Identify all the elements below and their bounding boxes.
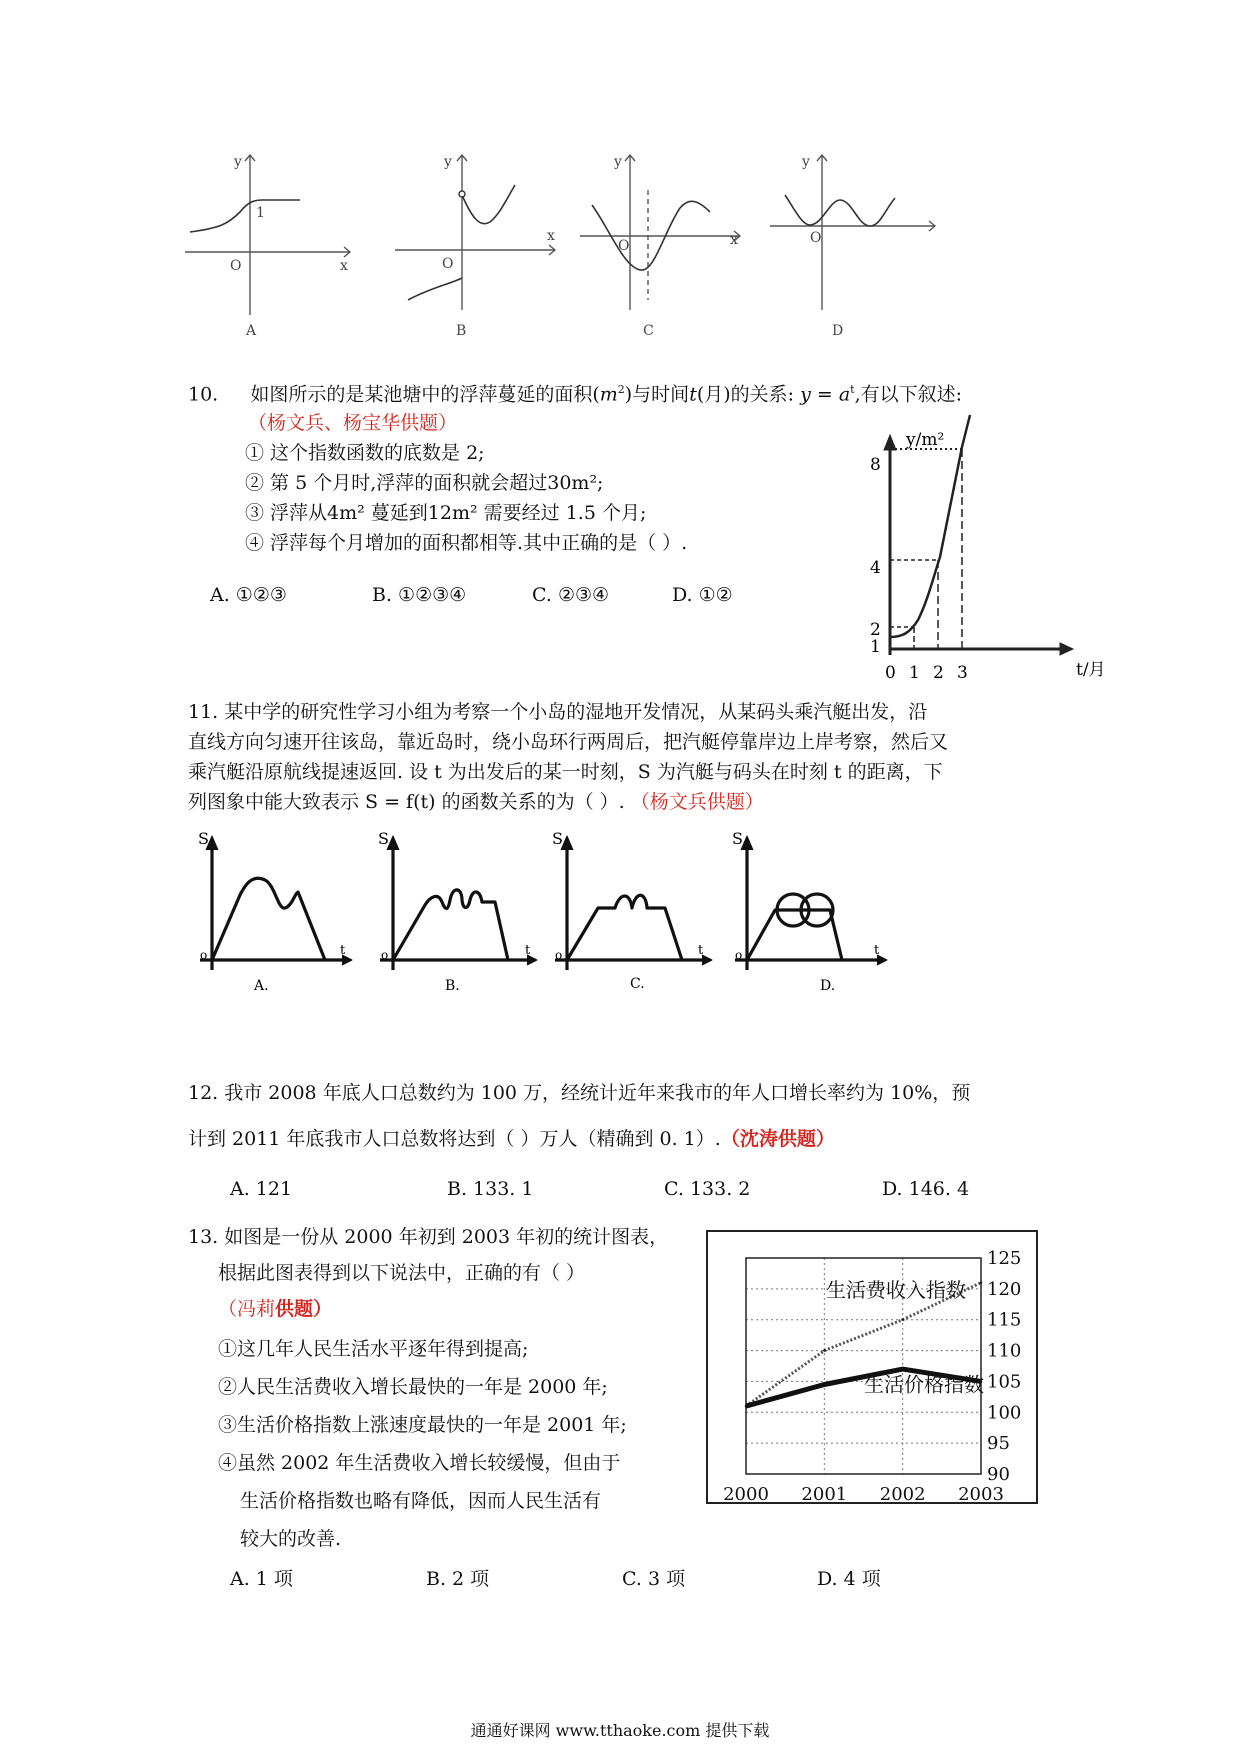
- q13-statement-3: ③生活价格指数上涨速度最快的一年是 2001 年;: [218, 1414, 627, 1436]
- q13-option-b: B. 2 项: [426, 1568, 490, 1590]
- q13-option-c: C. 3 项: [622, 1568, 686, 1590]
- q9-c-origin: O: [618, 238, 630, 254]
- q11-b-o: o: [381, 948, 389, 962]
- q9-a-origin: O: [230, 258, 242, 274]
- chart-series-label: 生活价格指数: [864, 1372, 984, 1397]
- q11-line-3: 乘汽艇沿原航线提速返回. 设 t 为出发后的某一时刻，S 为汽艇与码头在时刻 t 的距离，下: [188, 761, 943, 783]
- q11-line-1: 11. 某中学的研究性学习小组为考察一个小岛的湿地开发情况，从某码头乘汽艇出发，沿: [188, 701, 928, 723]
- q12-line-2-text: 计到 2011 年底我市人口总数将达到（ ）万人（精确到 0. 1）.: [188, 1128, 721, 1150]
- q10-stem-a: 如图所示的是某池塘中的浮萍蔓延的面积(: [250, 383, 600, 406]
- q10-var-t: t: [689, 383, 697, 406]
- q12-line-1: 12. 我市 2008 年底人口总数约为 100 万，经统计近年来我市的年人口增长率约为 10%，预: [188, 1082, 971, 1104]
- chart-y-tick-label: 125: [987, 1248, 1022, 1269]
- q11-a-t: t: [340, 943, 346, 958]
- q11-b-s: S: [378, 830, 389, 848]
- chart-y-tick-label: 105: [987, 1371, 1022, 1393]
- q9-a-y: y: [234, 154, 242, 170]
- q11-label-c: C.: [630, 976, 645, 992]
- chart-y-tick-label: 115: [987, 1309, 1022, 1331]
- q11-graph-a: [200, 836, 352, 970]
- q13-chart: [706, 1230, 1038, 1504]
- chart-y-tick-label: 90: [987, 1464, 1010, 1485]
- q10-contributors: （杨文兵、杨宝华供题）: [248, 412, 458, 434]
- q10-graph: [860, 405, 1120, 690]
- q9-label-a: A: [246, 323, 257, 339]
- q10-option-a: A. ①②③: [210, 584, 287, 606]
- q13-statement-2: ②人民生活费收入增长最快的一年是 2000 年;: [218, 1376, 608, 1398]
- q10-graph-y-label: y/m²: [906, 430, 945, 450]
- chart-x-tick-label: 2001: [801, 1484, 848, 1504]
- q10-formula: y = a: [800, 383, 851, 406]
- q10-tick-2: 2: [870, 620, 881, 640]
- q10-option-b: B. ①②③④: [372, 584, 467, 606]
- chart-x-tick-label: 2003: [958, 1484, 1004, 1504]
- q11-graphs: [190, 830, 950, 1000]
- q11-a-o: o: [200, 948, 208, 962]
- q9-graph-b: [395, 155, 555, 310]
- q10-tick-8: 8: [870, 455, 881, 475]
- q12-option-a: A. 121: [230, 1178, 293, 1200]
- q11-d-s: S: [732, 830, 743, 848]
- q9-label-c: C: [643, 323, 654, 339]
- q10-unit: m: [599, 383, 618, 406]
- chart-point: [745, 1405, 747, 1407]
- q13-statement-4: ④虽然 2002 年生活费收入增长较缓慢，但由于: [218, 1452, 621, 1474]
- q11-last-line: 列图象中能大致表示 S = f(t) 的函数关系的为（ ）.: [188, 791, 625, 813]
- q9-graph-a: [185, 155, 350, 315]
- chart-x-tick-label: 2002: [879, 1484, 926, 1504]
- q13-line-1: 13. 如图是一份从 2000 年初到 2003 年初的统计图表，: [188, 1226, 669, 1248]
- q11-c-s: S: [552, 830, 563, 848]
- q9-a-x: x: [340, 258, 348, 274]
- q10-xtick-2: 2: [933, 663, 944, 683]
- q9-a-one: 1: [256, 205, 265, 221]
- page-footer: 通通好课网 www.tthaoke.com 提供下载: [470, 1721, 770, 1740]
- q9-b-y: y: [444, 154, 452, 170]
- q11-d-t: t: [874, 943, 880, 958]
- q13-option-a: A. 1 项: [230, 1568, 293, 1590]
- q10-stem-b: )与时间: [624, 383, 690, 406]
- chart-point: [901, 1368, 903, 1370]
- q9-graphs: [180, 150, 950, 340]
- q11-b-t: t: [525, 943, 531, 958]
- q10-statement-4: ④ 浮萍每个月增加的面积都相等.其中正确的是（ ）.: [245, 532, 688, 554]
- q10-graph-x-label: t/月: [1076, 660, 1106, 680]
- chart-point: [823, 1349, 825, 1351]
- q13-option-d: D. 4 项: [817, 1568, 881, 1590]
- q13-statement-4-cont: 生活价格指数也略有降低，因而人民生活有: [240, 1490, 602, 1512]
- q10-statement-2: ② 第 5 个月时,浮萍的面积就会超过30m²;: [245, 472, 604, 494]
- chart-y-tick-label: 95: [987, 1433, 1010, 1455]
- q10-stem-c: (月)的关系:: [696, 383, 795, 406]
- q9-b-origin: O: [442, 256, 454, 272]
- chart-y-tick-label: 110: [987, 1340, 1022, 1362]
- q9-d-origin: O: [810, 230, 822, 246]
- q10-option-d: D. ①②: [672, 584, 733, 606]
- q12-contributor: （沈涛供题）: [720, 1128, 835, 1150]
- q11-a-s: S: [198, 830, 209, 848]
- chart-y-tick-label: 120: [987, 1278, 1022, 1300]
- q10-stem: [188, 384, 962, 404]
- q11-c-o: o: [555, 948, 563, 962]
- q11-label-b: B.: [445, 978, 460, 994]
- q9-c-x: x: [730, 232, 738, 248]
- q11-c-t: t: [698, 943, 704, 958]
- q12-option-d: D. 146. 4: [882, 1178, 970, 1200]
- q10-number: 10.: [188, 383, 219, 406]
- q9-graph-c: [580, 155, 740, 310]
- q9-d-y: y: [802, 154, 810, 170]
- q11-line-4: [188, 793, 764, 812]
- q13-contributor-b: 供题）: [275, 1298, 333, 1320]
- chart-y-tick-label: 100: [987, 1402, 1022, 1424]
- q9-graph-d: [770, 155, 935, 310]
- q11-label-d: D.: [820, 978, 836, 994]
- q10-formula-sup: t: [850, 383, 855, 396]
- q9-label-d: D: [832, 323, 844, 339]
- q12-option-c: C. 133. 2: [664, 1178, 751, 1200]
- chart-point: [823, 1383, 825, 1385]
- chart-point: [901, 1319, 903, 1321]
- q13-contributor: [218, 1300, 332, 1319]
- q10-tick-1: 1: [870, 637, 881, 657]
- q10-xtick-3: 3: [957, 663, 968, 683]
- q9-b-x: x: [547, 228, 555, 244]
- q13-statement-4-end: 较大的改善.: [240, 1528, 342, 1550]
- q10-statement-3: ③ 浮萍从4m² 蔓延到12m² 需要经过 1.5 个月;: [245, 502, 647, 524]
- q12-line-2: [188, 1130, 835, 1149]
- q11-graph-d: [735, 836, 887, 970]
- q10-unit-sup: 2: [617, 383, 625, 396]
- q10-statement-1: ① 这个指数函数的底数是 2;: [245, 442, 485, 464]
- chart-series-label: 生活费收入指数: [826, 1278, 966, 1303]
- q11-contributor: （杨文兵供题）: [630, 791, 764, 813]
- q9-label-b: B: [456, 323, 467, 339]
- chart-x-tick-label: 2000: [723, 1484, 769, 1504]
- q11-label-a: A.: [254, 978, 269, 994]
- q11-graph-c: [555, 836, 712, 970]
- q13-contributor-a: （冯莉: [218, 1298, 276, 1320]
- q11-line-2: 直线方向匀速开往该岛，靠近岛时，绕小岛环行两周后，把汽艇停靠岸边上岸考察，然后又: [188, 731, 949, 753]
- q10-option-c: C. ②③④: [532, 584, 610, 606]
- q12-option-b: B. 133. 1: [447, 1178, 534, 1200]
- q11-graph-b: [380, 836, 537, 970]
- q13-statement-1: ①这几年人民生活水平逐年得到提高;: [218, 1338, 529, 1360]
- chart-point: [980, 1281, 982, 1283]
- q10-tick-4: 4: [870, 558, 881, 578]
- q10-xtick-0: 0: [885, 663, 896, 683]
- q9-c-y: y: [614, 154, 622, 170]
- q13-line-2: 根据此图表得到以下说法中，正确的有（ ）: [218, 1262, 586, 1284]
- q10-stem-d: ,有以下叙述:: [854, 383, 963, 406]
- q10-xtick-1: 1: [909, 663, 920, 683]
- q11-d-o: o: [735, 948, 743, 962]
